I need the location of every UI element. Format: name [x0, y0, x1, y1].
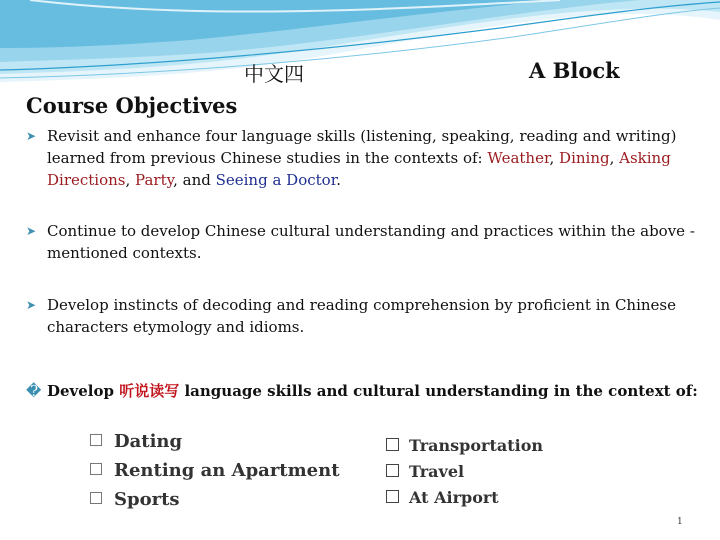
- list-item: Dating: [90, 431, 182, 452]
- objective-text: Revisit and enhance four language skills (listening, speaking, reading and writing) learned from previous Chinese studies in the contexts of: Weather, Dining, Asking Directions, Party, and Seeing a Doctor.: [47, 127, 677, 189]
- checkbox-icon: [386, 490, 399, 503]
- objective-text: Develop instincts of decoding and reading comprehension by proficient in Chinese characters etymology and idioms.: [47, 296, 676, 336]
- checkbox-icon: [90, 463, 102, 475]
- checkbox-icon: [386, 464, 399, 477]
- checkbox-glyph-icon: �: [26, 382, 42, 400]
- context-text: Develop 听说读写 language skills and cultural understanding in the context of:: [47, 382, 698, 400]
- objective-bullet-1: [26, 125, 706, 191]
- list-item: Transportation: [386, 436, 543, 455]
- list-item: At Airport: [386, 488, 499, 507]
- page-title: Course Objectives: [26, 93, 238, 118]
- list-item: Sports: [90, 489, 180, 510]
- header-chinese-title: 中文四: [244, 62, 304, 86]
- context-bullet: [26, 380, 706, 402]
- bullet-icon: ➤: [26, 298, 37, 312]
- page-number: 1: [677, 517, 683, 527]
- bullet-icon: ➤: [26, 224, 37, 238]
- checkbox-icon: [90, 434, 102, 446]
- list-item: Travel: [386, 462, 464, 481]
- objective-bullet-2: [26, 220, 706, 264]
- header-block-label: A Block: [529, 58, 620, 83]
- bullet-icon: ➤: [26, 129, 37, 143]
- checkbox-icon: [90, 492, 102, 504]
- list-item: Renting an Apartment: [90, 460, 340, 481]
- checkbox-icon: [386, 438, 399, 451]
- objective-bullet-3: [26, 294, 706, 338]
- objective-text: Continue to develop Chinese cultural understanding and practices within the above -mentioned contexts.: [47, 222, 695, 262]
